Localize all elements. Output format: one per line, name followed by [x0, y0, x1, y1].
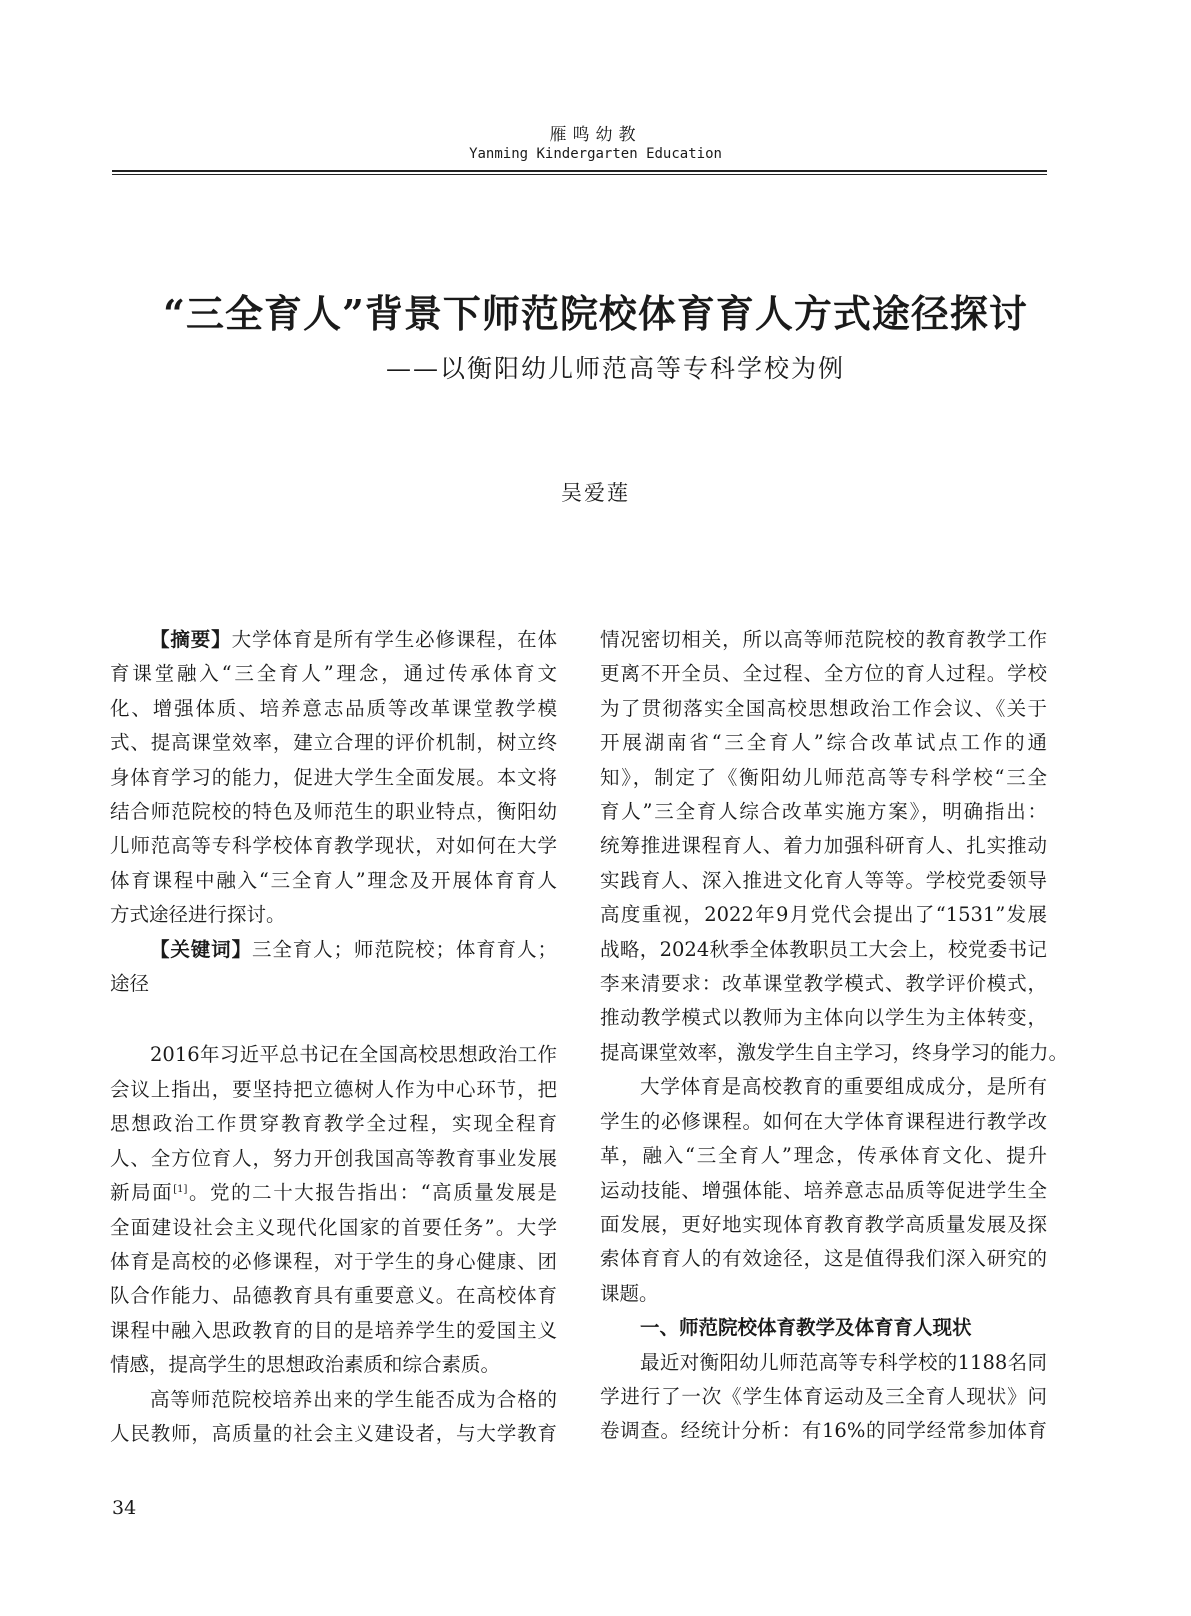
text-line: 运动技能、增强体能、培养意志品质等促进学生全	[600, 1178, 1047, 1202]
text-line: 会议上指出，要坚持把立德树人作为中心环节，把	[110, 1077, 557, 1101]
journal-name-cn: 雁鸣幼教	[549, 125, 642, 145]
paragraph	[600, 1346, 1047, 1449]
text-line: 统筹推进课程育人、着力加强科研育人、扎实推动	[600, 834, 1047, 858]
text-line: 【关键词】三全育人；师范院校；体育育人；	[150, 937, 557, 961]
text-line: 结合师范院校的特色及师范生的职业特点，衡阳幼	[110, 800, 557, 824]
article-subtitle: ——以衡阳幼儿师范高等专科学校为例	[385, 354, 845, 383]
text-line: 育人”三全育人综合改革实施方案》，明确指出：	[600, 800, 1047, 824]
labeled-paragraph	[110, 623, 557, 933]
page-number: 34	[112, 1497, 137, 1519]
text-line: 式、提高课堂效率，建立合理的评价机制，树立终	[110, 731, 557, 755]
text-line: 索体育育人的有效途径，这是值得我们深入研究的	[600, 1247, 1047, 1271]
paragraph-label: 【关键词】	[150, 937, 252, 961]
article-title: “三全育人”背景下师范院校体育育人方式途径探讨	[163, 291, 1028, 336]
text-line: 开展湖南省“三全育人”综合改革试点工作的通	[600, 731, 1047, 755]
text-line: 革，融入“三全育人”理念，传承体育文化、提升	[600, 1144, 1047, 1168]
citation-ref: [1]	[173, 1184, 188, 1196]
text-segment: 新局面	[110, 1181, 174, 1205]
text-line: 化、增强体质、培养意志品质等改革课堂教学模	[110, 696, 557, 720]
journal-name-en: Yanming Kindergarten Education	[469, 146, 722, 162]
paragraph	[110, 1038, 557, 1382]
text-line: 【摘要】大学体育是所有学生必修课程，在体	[150, 628, 557, 651]
left-column	[110, 623, 557, 1451]
text-line: 课题。	[600, 1281, 659, 1305]
section-heading	[600, 1311, 1047, 1345]
text-line: 学生的必修课程。如何在大学体育课程进行教学改	[600, 1109, 1047, 1133]
text-line: 实践育人、深入推进文化育人等等。学校党委领导	[600, 868, 1047, 892]
text-line: 人、全方位育人，努力开创我国高等教育事业发展	[110, 1146, 557, 1170]
text-line: 育课堂融入“三全育人”理念，通过传承体育文	[110, 662, 557, 686]
text-line: 更离不开全员、全过程、全方位的育人过程。学校	[600, 662, 1047, 686]
text-line: 最近对衡阳幼儿师范高等专科学校的1188名同	[640, 1350, 1047, 1374]
text-line: 高度重视，2022年9月党代会提出了“1531”发展	[600, 903, 1047, 927]
text-line: 推动教学模式以教师为主体向以学生为主体转变，	[600, 1006, 1047, 1030]
paragraph-label: 【摘要】	[150, 628, 232, 651]
text-line: 体育课程中融入“三全育人”理念及开展体育育人	[110, 868, 557, 892]
text-line: 情感，提高学生的思想政治素质和综合素质。	[110, 1353, 501, 1377]
text-line: 学进行了一次《学生体育运动及三全育人现状》问	[600, 1384, 1047, 1408]
text-line: 体育是高校的必修课程，对于学生的身心健康、团	[110, 1249, 557, 1273]
text-line: 知》，制定了《衡阳幼儿师范高等专科学校“三全	[600, 765, 1047, 789]
text-line: 大学体育是高校教育的重要组成成分，是所有	[640, 1075, 1047, 1099]
header-rule-thin	[112, 174, 1047, 175]
text-line: 面发展，更好地实现体育教育教学高质量发展及探	[600, 1212, 1047, 1236]
text-line: 身体育学习的能力，促进大学生全面发展。本文将	[110, 765, 557, 789]
text-line: 一、师范院校体育教学及体育育人现状	[640, 1316, 972, 1340]
text-line: 方式途径进行探讨。	[110, 903, 286, 927]
text-line: 全面建设社会主义现代化国家的首要任务”。大学	[110, 1215, 557, 1239]
paragraph	[600, 623, 1069, 1070]
text-line: 思想政治工作贯穿教育教学全过程，实现全程育	[110, 1112, 557, 1136]
text-line: 李来清要求：改革课堂教学模式、教学评价模式，	[600, 972, 1047, 996]
author-name: 吴爱莲	[561, 481, 630, 505]
text-line: 卷调查。经统计分析：有16%的同学经常参加体育	[600, 1419, 1047, 1443]
text-line: 战略，2024秋季全体教职员工大会上，校党委书记	[600, 937, 1047, 961]
text-line: 途径	[110, 972, 150, 996]
right-column	[600, 623, 1069, 1449]
text-line: 高等师范院校培养出来的学生能否成为合格的	[150, 1387, 557, 1411]
text-line: 提高课堂效率，激发学生自主学习，终身学习的能力。	[600, 1040, 1069, 1064]
text-segment: 。党的二十大报告指出：“高质量发展是	[187, 1181, 557, 1205]
text-line	[110, 1176, 557, 1210]
text-line: 队合作能力、品德教育具有重要意义。在高校体育	[110, 1284, 557, 1308]
paragraph	[110, 1383, 557, 1452]
text-line: 人民教师，高质量的社会主义建设者，与大学教育	[110, 1421, 557, 1445]
text-line: 2016年习近平总书记在全国高校思想政治工作	[150, 1043, 557, 1067]
labeled-paragraph	[110, 933, 557, 1002]
header-rule	[112, 170, 1047, 172]
text-line: 课程中融入思政教育的目的是培养学生的爱国主义	[110, 1318, 557, 1342]
text-line: 为了贯彻落实全国高校思想政治工作会议、《关于	[600, 696, 1047, 720]
paragraph-gap	[110, 1001, 557, 1038]
paragraph	[600, 1070, 1047, 1311]
text-line: 情况密切相关，所以高等师范院校的教育教学工作	[600, 628, 1047, 651]
text-line: 儿师范高等专科学校体育教学现状，对如何在大学	[110, 834, 557, 858]
